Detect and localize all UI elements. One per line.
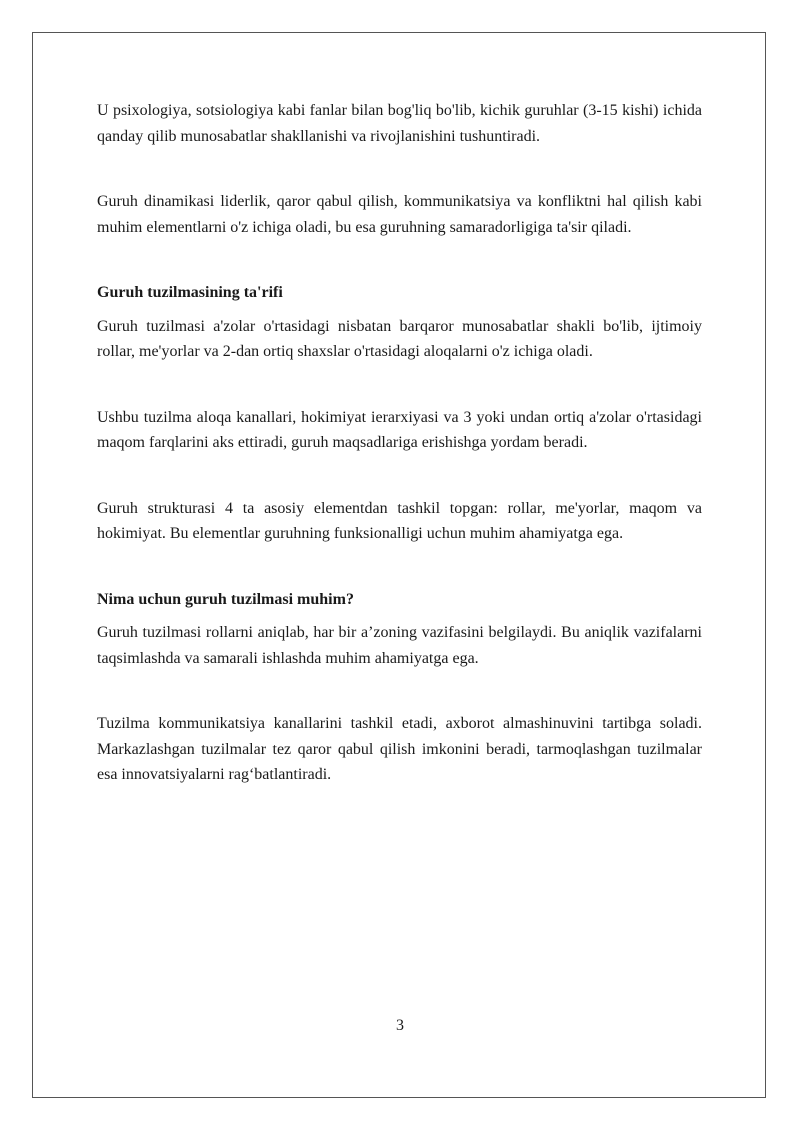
paragraph-roles: Guruh tuzilmasi rollarni aniqlab, har bir a’zoning vazifasini belgilaydi. Bu aniqlik vazifalarni taqsimlashda va samarali ishlashda muhim ahamiyatga ega. <box>97 624 702 667</box>
document-body <box>97 98 702 788</box>
paragraph-intro: U psixologiya, sotsiologiya kabi fanlar bilan bog'liq bo'lib, kichik guruhlar (3-15 kishi) ichida qanday qilib munosabatlar shakllanishi va rivojlanishini tushuntiradi. <box>97 102 702 145</box>
heading-structure-definition: Guruh tuzilmasining ta'rifi <box>97 284 283 301</box>
paragraph-communication-structures: Tuzilma kommunikatsiya kanallarini tashkil etadi, axborot almashinuvini tartibga soladi. Markazlashgan tuzilmalar tez qaror qabul qilish imkonini beradi, tarmoqlashgan tuzilmalar esa innovatsiyalarni rag‘batlantiradi. <box>97 715 702 783</box>
paragraph-structure-definition: Guruh tuzilmasi a'zolar o'rtasidagi nisbatan barqaror munosabatlar shakli bo'lib, ijtimoiy rollar, me'yorlar va 2-dan ortiq shaxslar o'rtasidagi aloqalarni o'z ichiga oladi. <box>97 317 702 360</box>
heading-why-structure-matters: Nima uchun guruh tuzilmasi muhim? <box>97 590 354 608</box>
page-number: 3 <box>396 1017 404 1034</box>
paragraph-structure-elements: Guruh strukturasi 4 ta asosiy elementdan tashkil topgan: rollar, me'yorlar, maqom va hokimiyat. Bu elementlar guruhning funksionalligi uchun muhim ahamiyatga ega. <box>97 499 702 542</box>
paragraph-group-dynamics: Guruh dinamikasi liderlik, qaror qabul qilish, kommunikatsiya va konfliktni hal qilish kabi muhim elementlarni o'z ichiga oladi, bu esa guruhning samaradorligiga ta'sir qiladi. <box>97 193 702 236</box>
paragraph-communication-channels: Ushbu tuzilma aloqa kanallari, hokimiyat ierarxiyasi va 3 yoki undan ortiq a'zolar o'rtasidagi maqom farqlarini aks ettiradi, guruh maqsadlariga erishishga yordam beradi. <box>97 408 702 451</box>
